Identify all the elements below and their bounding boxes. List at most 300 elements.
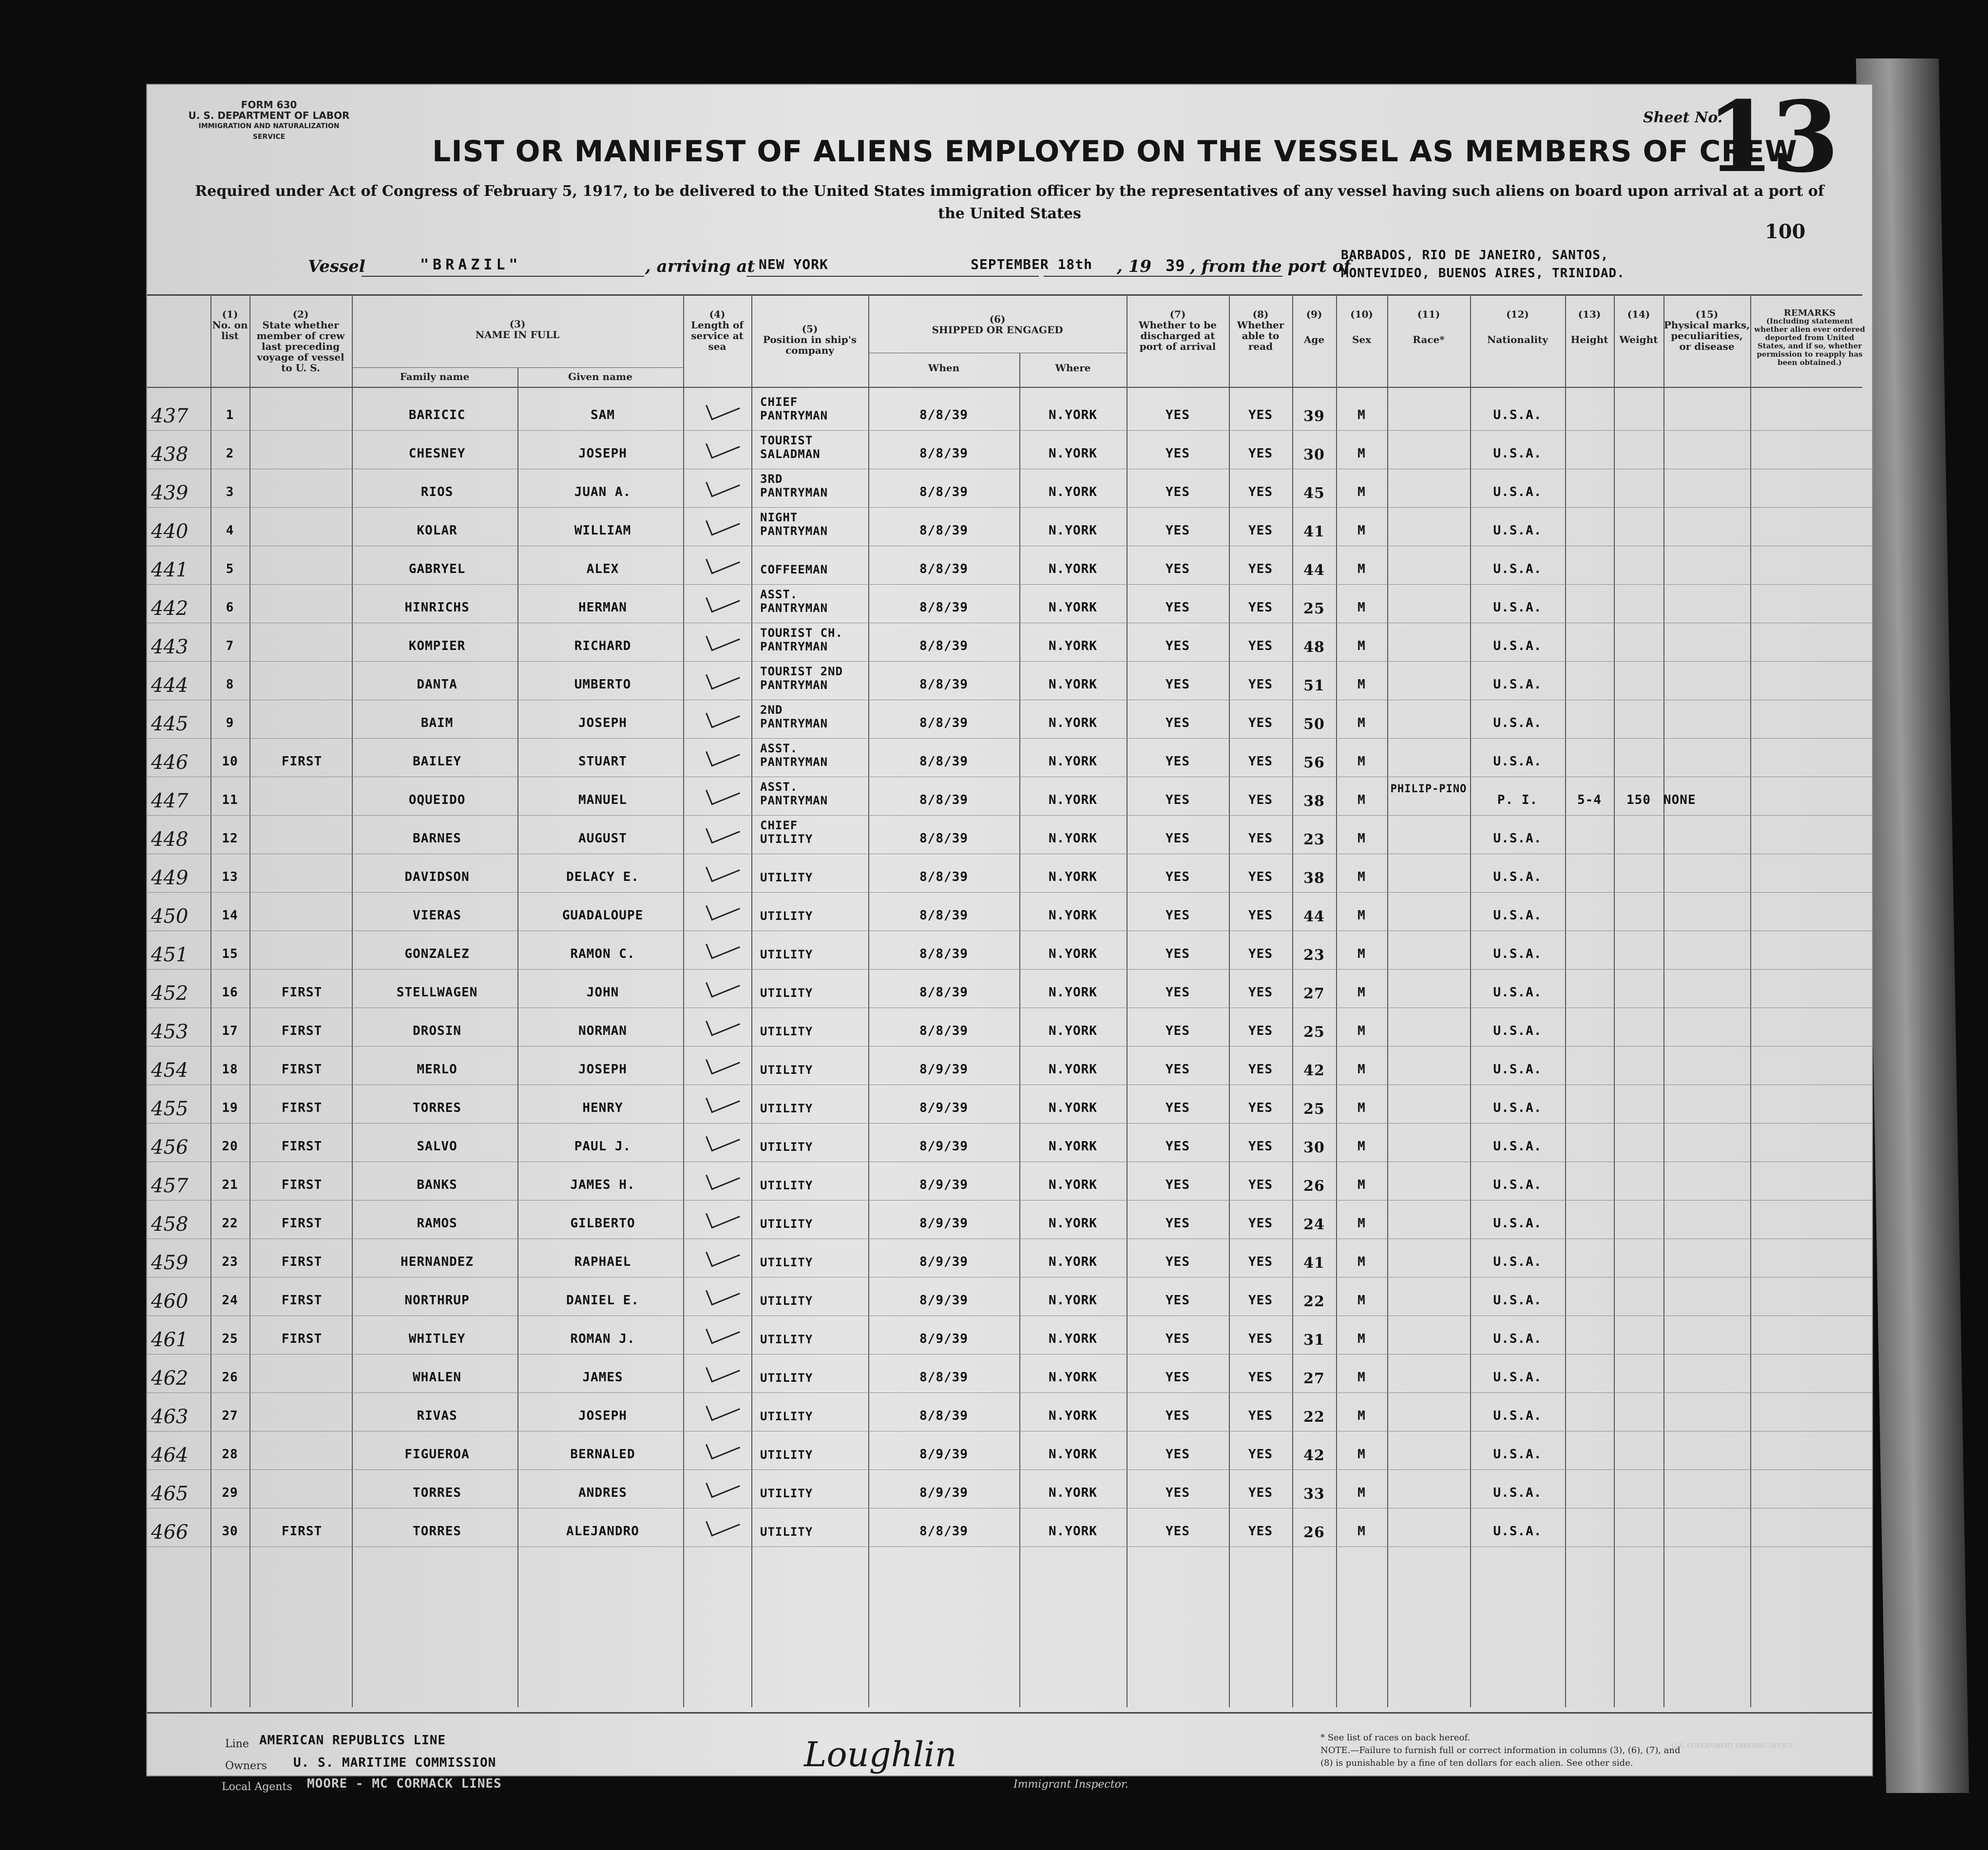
cell-height: 5-4 xyxy=(1577,793,1602,807)
cell-no: 6 xyxy=(226,600,234,615)
cell-age: 56 xyxy=(1303,754,1325,771)
table-row xyxy=(147,1316,1872,1354)
margin-line-number: 466 xyxy=(151,1521,189,1544)
table-row xyxy=(147,777,1872,816)
punch-hole xyxy=(48,1277,79,1308)
cell-family: STELLWAGEN xyxy=(396,985,478,1000)
cell-when: 8/8/39 xyxy=(919,1024,968,1038)
punch-hole xyxy=(48,1023,79,1054)
cell-sex: M xyxy=(1357,1178,1366,1192)
cell-sex: M xyxy=(1357,1216,1366,1231)
cell-where: N.YORK xyxy=(1049,600,1097,615)
cell-disch: YES xyxy=(1166,523,1190,538)
cell-family: BARNES xyxy=(413,831,461,846)
cell-given: NORMAN xyxy=(578,1024,627,1038)
cell-position-line2: PANTRYMAN xyxy=(760,717,828,730)
cell-position-line2: UTILITY xyxy=(760,1525,813,1539)
cell-sex: M xyxy=(1357,1409,1366,1423)
cell-where: N.YORK xyxy=(1049,754,1097,769)
cell-age: 24 xyxy=(1303,1216,1325,1233)
cell-sex: M xyxy=(1357,1139,1366,1154)
table-row xyxy=(147,931,1872,970)
margin-line-number: 442 xyxy=(151,597,189,620)
manifest-sheet xyxy=(146,84,1873,1776)
cell-position-line2: UTILITY xyxy=(760,986,813,1000)
table-row xyxy=(147,969,1872,1008)
table-row xyxy=(147,1085,1872,1124)
cell-nat: P. I. xyxy=(1497,793,1538,807)
table-row xyxy=(147,854,1872,893)
cell-read: YES xyxy=(1248,1524,1273,1539)
cell-no: 12 xyxy=(222,831,238,846)
cell-sex: M xyxy=(1357,754,1366,769)
col-15-header: (15) Physical marks, peculiarities, or disease xyxy=(1663,308,1750,352)
cell-sex: M xyxy=(1357,1332,1366,1346)
cell-where: N.YORK xyxy=(1049,831,1097,846)
cell-no: 16 xyxy=(222,985,238,1000)
cell-position-line2: UTILITY xyxy=(760,1140,813,1154)
cell-nat: U.S.A. xyxy=(1493,639,1542,653)
vessel-underline xyxy=(362,276,644,277)
cell-nat: U.S.A. xyxy=(1493,562,1542,576)
cell-nat: U.S.A. xyxy=(1493,1255,1542,1269)
cell-read: YES xyxy=(1248,1101,1273,1115)
cell-position-line2: UTILITY xyxy=(760,1294,813,1308)
cell-nat: U.S.A. xyxy=(1493,947,1542,961)
cell-disch: YES xyxy=(1166,1062,1190,1077)
check-mark xyxy=(706,1317,740,1344)
cell-no: 2 xyxy=(226,446,234,461)
cell-given: DELACY E. xyxy=(566,870,639,884)
cell-position-line2: UTILITY xyxy=(760,1025,813,1038)
cell-where: N.YORK xyxy=(1049,985,1097,1000)
cell-no: 26 xyxy=(222,1370,238,1385)
page-title: LIST OR MANIFEST OF ALIENS EMPLOYED ON THE VESSEL AS MEMBERS OF CREW xyxy=(432,134,1797,169)
cell-nat: U.S.A. xyxy=(1493,1178,1542,1192)
margin-line-number: 454 xyxy=(151,1059,189,1082)
margin-line-number: 462 xyxy=(151,1367,189,1390)
table-row xyxy=(147,1469,1872,1508)
check-mark xyxy=(706,432,740,458)
cell-sex: M xyxy=(1357,639,1366,653)
cell-age: 26 xyxy=(1303,1524,1325,1541)
table-row xyxy=(147,1277,1872,1316)
cell-family: BAIM xyxy=(421,716,454,730)
cell-position-line2: SALADMAN xyxy=(760,447,821,461)
col-2-header: (2) State whether member of crew last preceding voyage of vessel to U. S. xyxy=(256,308,345,374)
cell-age: 38 xyxy=(1303,793,1325,810)
cell-when: 8/9/39 xyxy=(919,1178,968,1192)
col-12-header: (12) Nationality xyxy=(1487,308,1548,345)
cell-read: YES xyxy=(1248,793,1273,807)
cell-no: 15 xyxy=(222,947,238,961)
check-mark xyxy=(706,894,740,920)
cell-family: KOLAR xyxy=(417,523,458,538)
check-mark xyxy=(706,1433,740,1459)
cell-where: N.YORK xyxy=(1049,1139,1097,1154)
cell-sex: M xyxy=(1357,870,1366,884)
check-mark xyxy=(706,779,740,805)
margin-line-number: 450 xyxy=(151,905,189,928)
cell-position-line2: UTILITY xyxy=(760,1371,813,1385)
table-row xyxy=(147,1123,1872,1162)
cell-sex: M xyxy=(1357,831,1366,846)
cell-position-line1: CHIEF xyxy=(760,395,798,409)
cell-given: JUAN A. xyxy=(574,485,631,499)
cell-position-line2: UTILITY xyxy=(760,1217,813,1231)
cell-when: 8/8/39 xyxy=(919,716,968,730)
cell-prior: FIRST xyxy=(281,1293,323,1308)
year-prefix: , 19 xyxy=(1117,257,1151,276)
cell-nat: U.S.A. xyxy=(1493,1024,1542,1038)
cell-nat: U.S.A. xyxy=(1493,677,1542,692)
table-row xyxy=(147,469,1872,508)
cell-nat: U.S.A. xyxy=(1493,831,1542,846)
cell-disch: YES xyxy=(1166,947,1190,961)
cell-no: 29 xyxy=(222,1486,238,1500)
cell-disch: YES xyxy=(1166,1178,1190,1192)
cell-when: 8/8/39 xyxy=(919,600,968,615)
cell-disch: YES xyxy=(1166,639,1190,653)
cell-family: VIERAS xyxy=(413,908,461,923)
cell-age: 41 xyxy=(1303,1255,1325,1272)
cell-weight: 150 xyxy=(1626,793,1651,807)
cell-disch: YES xyxy=(1166,716,1190,730)
margin-line-number: 446 xyxy=(151,751,189,774)
cell-no: 9 xyxy=(226,716,234,730)
cell-given: WILLIAM xyxy=(574,523,631,538)
table-row xyxy=(147,700,1872,739)
cell-disch: YES xyxy=(1166,1524,1190,1539)
cell-family: CHESNEY xyxy=(408,446,466,461)
cell-given: STUART xyxy=(578,754,627,769)
cell-family: BAILEY xyxy=(413,754,461,769)
cell-age: 26 xyxy=(1303,1178,1325,1195)
page-subtitle: Required under Act of Congress of February 5, 1917, to be delivered to the United States immigration officer by the representatives of any vessel having such aliens on board upon arrival at a port of the United States xyxy=(195,183,1824,222)
cell-age: 41 xyxy=(1303,523,1325,540)
table-row xyxy=(147,892,1872,931)
cell-family: DANTA xyxy=(417,677,458,692)
cell-disch: YES xyxy=(1166,562,1190,576)
cell-when: 8/8/39 xyxy=(919,908,968,923)
cell-read: YES xyxy=(1248,677,1273,692)
cell-no: 7 xyxy=(226,639,234,653)
cell-position-line2: UTILITY xyxy=(760,1179,813,1192)
cell-position-line2: UTILITY xyxy=(760,1333,813,1346)
cell-sex: M xyxy=(1357,1486,1366,1500)
note-fine: NOTE.—Failure to furnish full or correct information in columns (3), (6), (7), and (8) is punishable by a fine of ten dollars for each alien. See other side. xyxy=(1320,1745,1681,1768)
check-mark xyxy=(706,1356,740,1382)
cell-marks: NONE xyxy=(1663,793,1696,807)
cell-age: 42 xyxy=(1303,1062,1325,1079)
table-row xyxy=(147,546,1872,585)
col-1-header: (1) No. on list xyxy=(212,308,248,342)
cell-position-line2: PANTRYMAN xyxy=(760,486,828,499)
cell-family: SALVO xyxy=(417,1139,458,1154)
cell-sex: M xyxy=(1357,600,1366,615)
cell-nat: U.S.A. xyxy=(1493,1216,1542,1231)
col-6-header: (6) SHIPPED OR ENGAGED xyxy=(932,313,1063,336)
cell-given: DANIEL E. xyxy=(566,1293,639,1308)
cell-disch: YES xyxy=(1166,1332,1190,1346)
margin-line-number: 449 xyxy=(151,867,189,889)
cell-given: JOHN xyxy=(586,985,619,1000)
cell-position-line2: UTILITY xyxy=(760,948,813,961)
cell-where: N.YORK xyxy=(1049,1370,1097,1385)
col-5-header: (5) Position in ship's company xyxy=(763,323,857,356)
cell-position-line1: TOURIST xyxy=(760,434,813,447)
cell-when: 8/9/39 xyxy=(919,1486,968,1500)
cell-sex: M xyxy=(1357,446,1366,461)
cell-where: N.YORK xyxy=(1049,1062,1097,1077)
cell-prior: FIRST xyxy=(281,985,323,1000)
cell-when: 8/8/39 xyxy=(919,1370,968,1385)
check-mark xyxy=(706,663,740,689)
cell-read: YES xyxy=(1248,1139,1273,1154)
cell-read: YES xyxy=(1248,600,1273,615)
check-mark xyxy=(706,1471,740,1498)
cell-position-line1: NIGHT xyxy=(760,511,798,524)
table-row xyxy=(147,392,1872,431)
cell-where: N.YORK xyxy=(1049,485,1097,499)
check-mark xyxy=(706,933,740,959)
table-row xyxy=(147,1162,1872,1201)
cell-sex: M xyxy=(1357,408,1366,422)
cell-read: YES xyxy=(1248,947,1273,961)
cell-read: YES xyxy=(1248,485,1273,499)
cell-sex: M xyxy=(1357,985,1366,1000)
margin-line-number: 457 xyxy=(151,1175,189,1197)
cell-read: YES xyxy=(1248,523,1273,538)
cell-given: MANUEL xyxy=(578,793,627,807)
cell-position-line1: 3RD xyxy=(760,472,783,486)
cell-age: 45 xyxy=(1303,485,1325,502)
cell-no: 22 xyxy=(222,1216,238,1231)
cell-when: 8/8/39 xyxy=(919,793,968,807)
cell-where: N.YORK xyxy=(1049,446,1097,461)
cell-disch: YES xyxy=(1166,408,1190,422)
cell-prior: FIRST xyxy=(281,1178,323,1192)
table-row xyxy=(147,1508,1872,1547)
cell-age: 27 xyxy=(1303,1370,1325,1387)
table-row xyxy=(147,1431,1872,1470)
check-mark xyxy=(706,817,740,843)
cell-family: TORRES xyxy=(413,1101,461,1115)
margin-line-number: 455 xyxy=(151,1098,189,1120)
cell-age: 42 xyxy=(1303,1447,1325,1464)
cell-nat: U.S.A. xyxy=(1493,908,1542,923)
cell-disch: YES xyxy=(1166,485,1190,499)
col-3b-header: Given name xyxy=(568,371,632,382)
cell-age: 51 xyxy=(1303,677,1325,694)
cell-position-line2: UTILITY xyxy=(760,832,813,846)
cell-nat: U.S.A. xyxy=(1493,600,1542,615)
margin-line-number: 445 xyxy=(151,713,189,735)
cell-age: 22 xyxy=(1303,1293,1325,1310)
cell-read: YES xyxy=(1248,1409,1273,1423)
cell-read: YES xyxy=(1248,1255,1273,1269)
cell-prior: FIRST xyxy=(281,1524,323,1539)
check-mark xyxy=(706,625,740,651)
arrival-year: 39 xyxy=(1166,256,1185,275)
cell-no: 25 xyxy=(222,1332,238,1346)
cell-nat: U.S.A. xyxy=(1493,1332,1542,1346)
check-mark xyxy=(706,471,740,497)
cell-when: 8/8/39 xyxy=(919,523,968,538)
cell-nat: U.S.A. xyxy=(1493,716,1542,730)
cell-given: JOSEPH xyxy=(578,1062,627,1077)
cell-read: YES xyxy=(1248,1178,1273,1192)
margin-line-number: 460 xyxy=(151,1290,189,1313)
cell-where: N.YORK xyxy=(1049,870,1097,884)
cell-read: YES xyxy=(1248,408,1273,422)
cell-when: 8/9/39 xyxy=(919,1101,968,1115)
cell-when: 8/9/39 xyxy=(919,1332,968,1346)
cell-when: 8/9/39 xyxy=(919,1062,968,1077)
cell-disch: YES xyxy=(1166,1447,1190,1462)
margin-line-number: 443 xyxy=(151,636,189,658)
cell-given: UMBERTO xyxy=(574,677,631,692)
cell-age: 30 xyxy=(1303,1139,1325,1156)
cell-prior: FIRST xyxy=(281,1139,323,1154)
from-port-label: , from the port of xyxy=(1190,257,1351,276)
cell-when: 8/8/39 xyxy=(919,485,968,499)
department-name: U. S. DEPARTMENT OF LABOR xyxy=(188,110,350,121)
margin-line-number: 441 xyxy=(151,559,189,581)
table-row xyxy=(147,430,1872,469)
cell-given: RAMON C. xyxy=(570,947,635,961)
cell-position-line1: ASST. xyxy=(760,780,798,794)
cell-when: 8/8/39 xyxy=(919,870,968,884)
margin-line-number: 439 xyxy=(151,482,189,504)
cell-position-line1: TOURIST 2ND xyxy=(760,665,843,678)
cell-when: 8/8/39 xyxy=(919,408,968,422)
cell-family: BANKS xyxy=(417,1178,458,1192)
cell-where: N.YORK xyxy=(1049,1524,1097,1539)
cell-sex: M xyxy=(1357,1101,1366,1115)
cell-nat: U.S.A. xyxy=(1493,870,1542,884)
check-mark xyxy=(706,1125,740,1151)
cell-family: HINRICHS xyxy=(404,600,470,615)
col-7-header: (7) Whether to be discharged at port of arrival xyxy=(1139,308,1217,352)
printer-note: U. S. GOVERNMENT PRINTING OFFICE xyxy=(1671,1742,1793,1749)
cell-sex: M xyxy=(1357,1255,1366,1269)
check-mark xyxy=(706,394,740,420)
cell-disch: YES xyxy=(1166,677,1190,692)
cell-nat: U.S.A. xyxy=(1493,1409,1542,1423)
cell-read: YES xyxy=(1248,716,1273,730)
cell-disch: YES xyxy=(1166,1139,1190,1154)
service-name: IMMIGRATION AND NATURALIZATION SERVICE xyxy=(198,122,340,141)
cell-where: N.YORK xyxy=(1049,562,1097,576)
table-row xyxy=(147,1239,1872,1278)
sheet-number: 13 xyxy=(1706,84,1836,194)
inspector-label: Immigrant Inspector. xyxy=(1013,1778,1128,1791)
cell-sex: M xyxy=(1357,1293,1366,1308)
cell-given: ROMAN J. xyxy=(570,1332,635,1346)
cell-sex: M xyxy=(1357,1370,1366,1385)
cell-given: SAM xyxy=(591,408,615,422)
cell-where: N.YORK xyxy=(1049,1409,1097,1423)
cell-read: YES xyxy=(1248,562,1273,576)
cell-when: 8/8/39 xyxy=(919,831,968,846)
cell-age: 44 xyxy=(1303,562,1325,579)
cell-sex: M xyxy=(1357,485,1366,499)
cell-family: RIVAS xyxy=(417,1409,458,1423)
punch-hole xyxy=(48,1510,79,1542)
check-mark xyxy=(706,1087,740,1113)
page-mark: 100 xyxy=(1765,220,1806,243)
check-mark xyxy=(706,548,740,574)
inspector-signature: Loughlin xyxy=(804,1735,957,1774)
cell-when: 8/8/39 xyxy=(919,1524,968,1539)
cell-no: 11 xyxy=(222,793,238,807)
cell-read: YES xyxy=(1248,870,1273,884)
table-row xyxy=(147,1200,1872,1239)
cell-age: 44 xyxy=(1303,908,1325,925)
check-mark xyxy=(706,1010,740,1036)
cell-where: N.YORK xyxy=(1049,908,1097,923)
cell-age: 25 xyxy=(1303,600,1325,617)
col-16-header: REMARKS (Including statement whether alien ever ordered deported from United States, and if so, whether permission to reapply has been obtained.) xyxy=(1754,308,1865,367)
check-mark xyxy=(706,586,740,612)
cell-sex: M xyxy=(1357,1062,1366,1077)
margin-line-number: 463 xyxy=(151,1406,189,1428)
cell-nat: U.S.A. xyxy=(1493,523,1542,538)
cell-no: 21 xyxy=(222,1178,238,1192)
cell-when: 8/8/39 xyxy=(919,754,968,769)
col-13-header: (13) Height xyxy=(1570,308,1608,345)
cell-no: 4 xyxy=(226,523,234,538)
cell-no: 28 xyxy=(222,1447,238,1462)
sheet-label: Sheet No. xyxy=(1643,109,1723,126)
cell-race: PHILIP-PINO xyxy=(1390,783,1467,795)
cell-where: N.YORK xyxy=(1049,1447,1097,1462)
cell-position-line2: UTILITY xyxy=(760,1063,813,1077)
cell-no: 30 xyxy=(222,1524,238,1539)
owners-value: U. S. MARITIME COMMISSION xyxy=(293,1755,497,1770)
cell-disch: YES xyxy=(1166,831,1190,846)
margin-line-number: 453 xyxy=(151,1021,189,1043)
cell-age: 33 xyxy=(1303,1486,1325,1503)
cell-read: YES xyxy=(1248,446,1273,461)
cell-age: 31 xyxy=(1303,1332,1325,1349)
cell-where: N.YORK xyxy=(1049,523,1097,538)
cell-sex: M xyxy=(1357,908,1366,923)
cell-disch: YES xyxy=(1166,1409,1190,1423)
cell-given: RAPHAEL xyxy=(574,1255,631,1269)
margin-line-number: 461 xyxy=(151,1329,189,1351)
cell-disch: YES xyxy=(1166,446,1190,461)
cell-nat: U.S.A. xyxy=(1493,1524,1542,1539)
cell-disch: YES xyxy=(1166,870,1190,884)
cell-given: HENRY xyxy=(582,1101,623,1115)
col-4-header: (4) Length of service at sea xyxy=(691,308,744,352)
cell-position-line2: PANTRYMAN xyxy=(760,755,828,769)
cell-prior: FIRST xyxy=(281,1255,323,1269)
port-underline xyxy=(746,276,1039,277)
col-3-header: (3) NAME IN FULL xyxy=(475,318,560,341)
cell-when: 8/9/39 xyxy=(919,1293,968,1308)
cell-given: HERMAN xyxy=(578,600,627,615)
cell-given: GILBERTO xyxy=(570,1216,635,1231)
cell-position-line2: UTILITY xyxy=(760,1256,813,1269)
margin-line-number: 437 xyxy=(151,405,189,427)
cell-where: N.YORK xyxy=(1049,1486,1097,1500)
cell-given: AUGUST xyxy=(578,831,627,846)
cell-age: 25 xyxy=(1303,1101,1325,1118)
crew-table xyxy=(147,294,1872,1707)
